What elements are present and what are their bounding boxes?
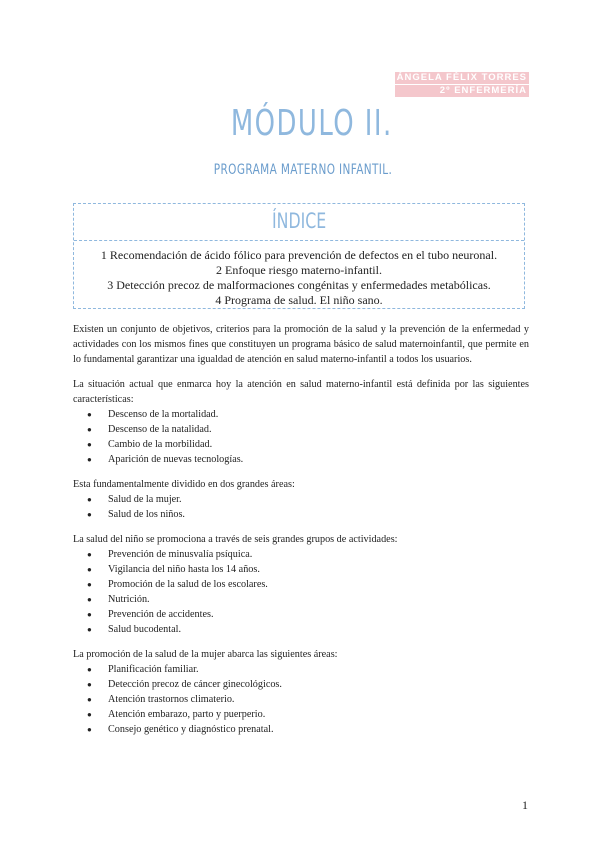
index-item: 2 Enfoque riesgo materno-infantil. <box>216 263 382 277</box>
list-item: ● Prevención de accidentes. <box>73 607 529 622</box>
list-item: ● Salud bucodental. <box>73 622 529 637</box>
body-content <box>73 322 529 737</box>
section-paragraph: La situación actual que enmarca hoy la atención en salud materno-infantil está definida por las siguientes características: <box>73 379 529 405</box>
module-subtitle: PROGRAMA MATERNO INFANTIL. <box>213 162 393 178</box>
index-box <box>73 203 525 309</box>
author-course: 2º ENFERMERÍA <box>395 85 529 97</box>
list-item: ● Descenso de la mortalidad. <box>73 407 529 422</box>
index-item: 4 Programa de salud. El niño sano. <box>215 293 383 307</box>
index-item: 1 Recomendación de ácido fólico para prevención de defectos en el tubo neuronal. <box>100 248 498 262</box>
list-item: ● Salud de los niños. <box>73 507 529 522</box>
index-heading <box>74 204 524 241</box>
list-item: ● Vigilancia del niño hasta los 14 años. <box>73 562 529 577</box>
list-item: ● Salud de la mujer. <box>73 492 529 507</box>
module-title: MÓDULO II. <box>230 103 393 144</box>
list-item: ● Atención trastornos climaterio. <box>73 692 529 707</box>
list-item: ● Promoción de la salud de los escolares. <box>73 577 529 592</box>
list-item: ● Nutrición. <box>73 592 529 607</box>
index-list <box>74 241 524 308</box>
page-number: 1 <box>522 798 528 812</box>
intro-paragraph: Existen un conjunto de objetivos, criterios para la promoción de la salud y la prevención de la enfermedad y actividades con los mismos fines que constituyen un programa básico de salud maternoinfantil, que permite en lo fundamental garantizar una igualdad de atención en salud materno-infantil a todos los usuarios. <box>73 324 529 365</box>
bullet-list <box>73 662 529 737</box>
list-item: ● Planificación familiar. <box>73 662 529 677</box>
section-paragraph: La salud del niño se promociona a través de seis grandes grupos de actividades: <box>73 534 398 545</box>
bullet-list <box>73 407 529 467</box>
list-item: ● Cambio de la morbilidad. <box>73 437 529 452</box>
list-item: ● Descenso de la natalidad. <box>73 422 529 437</box>
list-item: ● Aparición de nuevas tecnologías. <box>73 452 529 467</box>
author-tag <box>395 72 529 98</box>
index-heading-text: ÍNDICE <box>271 209 327 233</box>
section-paragraph: Esta fundamentalmente dividido en dos grandes áreas: <box>73 479 295 490</box>
list-item: ● Prevención de minusvalía psíquica. <box>73 547 529 562</box>
author-name: ÁNGELA FÉLIX TORRES <box>396 72 527 83</box>
index-item: 3 Detección precoz de malformaciones congénitas y enfermedades metabólicas. <box>107 278 491 292</box>
section-paragraph: La promoción de la salud de la mujer abarca las siguientes áreas: <box>73 649 338 660</box>
list-item: ● Atención embarazo, parto y puerperio. <box>73 707 529 722</box>
list-item: ● Detección precoz de cáncer ginecológicos. <box>73 677 529 692</box>
bullet-list <box>73 492 529 522</box>
bullet-list <box>73 547 529 637</box>
list-item: ● Consejo genético y diagnóstico prenatal. <box>73 722 529 737</box>
